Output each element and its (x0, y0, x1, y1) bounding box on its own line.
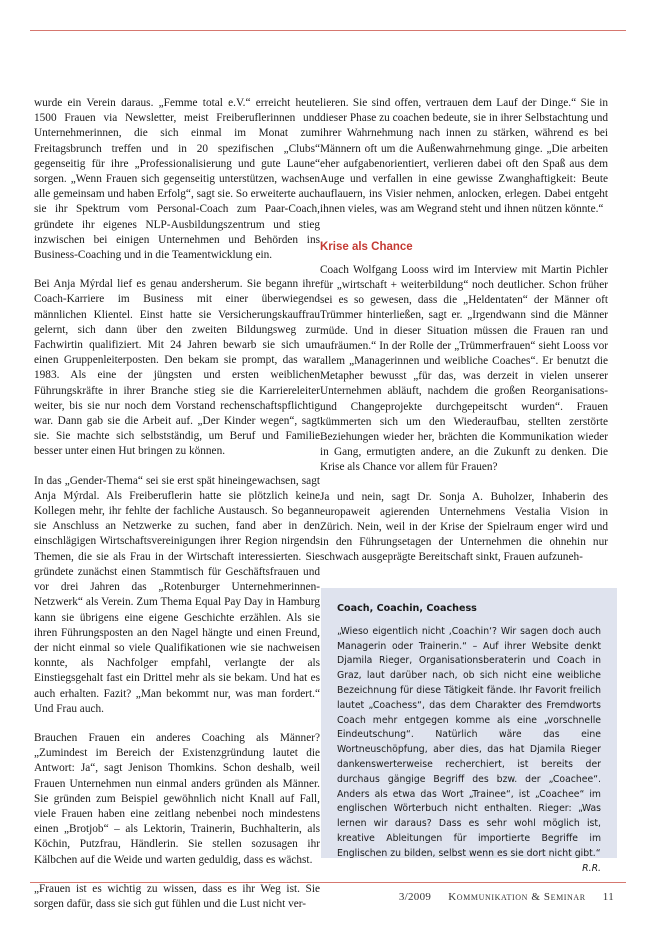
paragraph: „Frauen ist es wichtig zu wissen, dass es ihr Weg ist. Sie sorgen dafür, dass sie sich gut fühlen und die Lust nicht ver- (34, 882, 320, 910)
paragraph: Coach Wolfgang Looss wird im Interview mit Martin Pichler für „wirtschaft + weiterbildung“ noch deutlicher. Schon früher sei es so gewesen, dass die „Heldentaten“ der Männer oft Trümmer hinterließen, sagt er. „Irgendwann sind die Männer müde. Und in dieser Situation müssen die Frauen ran und aufräumen.“ In der Rolle der „Trümmerfrauen“ sieht Looss vor allem „Managerinnen und weibliche Coaches“. Er benutzt die Metapher bewusst „für das, was derzeit in vielen unserer Unternehmen abläuft, nachdem die großen Reorganisations- und Changeprojekte durchgepeitscht wurden“. Frauen kümmerten sich um den Wiederaufbau, stellten zerstörte Beziehungen wieder her, brächten die Kommunikation wieder in Gang, ermutigten andere, an die Zukunft zu denken. Die Krise als Chance vor allem für Frauen? (320, 263, 608, 474)
paragraph: wurde ein Verein daraus. „Femme total e.V.“ erreicht heute 1500 Frauen via Newsletter, meist Freiberuflerinnen und Unternehmerinnen, die sich einmal im Monat zum Freitagsbrunch treffen und in 20 spezifischen „Clubs“ gegenseitig für ihre „Professionalisierung und gute Laune“ sorgen. „Wenn Frauen sich gegenseitig unterstützen, wachsen alle gemeinsam und haben Erfolg“, sagt sie. So erweiterte auch sie ihr Spektrum vom Personal-Coach zum Paar-Coach, gründete ihr eigenes NLP-Ausbildungszentrum und stieg inzwischen bei einigen Unternehmen und Behörden ins Business-Coaching und in die Teamentwicklung ein. (34, 97, 320, 262)
paragraph: Brauchen Frauen ein anderes Coaching als Männer? „Zumindest im Bereich der Existenzgründung lautet die Antwort: Ja“, sagt Jenison Thomkins. Schon deshalb, weil Frauen Unternehmen nun einmal anders gründen als Männer. Sie gründen zum Beispiel gewöhnlich nicht Knall auf Fall, viele Frauen haben eine zeitlang nebenbei noch mindestens einen „Brotjob“ – als Lektorin, Trainerin, Buchhalterin, als Köchin, Putzfrau, Händlerin. Sie stellen sozusagen ihr Kälbchen auf die Weide und warten geduldig, dass es wächst. (34, 731, 320, 866)
section-heading: Krise als Chance (320, 240, 413, 253)
left-column (34, 96, 320, 926)
paragraph: In das „Gender-Thema“ sei sie erst spät hineingewachsen, sagt Anja Mýrdal. Als Freiberuflerin hatte sie plötzlich keine Kollegen mehr, ihr fehlte der fachliche Austausch. So begann sie Anschluss an Netzwerke zu suchen, fand aber in den einschlägigen Wirtschaftsvereinigungen ihrer Region nirgends Themen, die sie als Frau in der Wirtschaft interessierten. Sie gründete zunächst einen Stammtisch für Geschäftsfrauen und vor drei Jahren das „Rotenburger Unternehmerinnen-Netzwerk“ als Verein. Zum Thema Equal Pay Day in Hamburg kann sie übrigens eine eigene Geschichte erzählen. Als sie ihren Führungsposten an den Nagel hängte und einen Freund, der nicht einmal so viele Qualifikationen wie sie nachweisen konnte, als Nachfolger empfahl, verlangte der als Einstiegsgehalt fast ein Drittel mehr als sie bekam. Und hat es auch erhalten. Fazit? „Man bekommt nur, was man fordert.“ Und Frau auch. (34, 474, 320, 715)
sidebar-box (321, 588, 617, 874)
top-rule (30, 30, 626, 31)
page-footer (399, 891, 614, 903)
magazine-name: Kommunikation & Seminar (448, 891, 586, 903)
sidebar-signature: R.R. (582, 862, 601, 874)
page-number: 11 (602, 891, 614, 903)
sidebar-title: Coach, Coachin, Coachess (337, 603, 477, 614)
sidebar-body: „Wieso eigentlich nicht ‚Coachin‘? Wir sagen doch auch Managerin oder Trainerin.“ – Auf ihrer Website denkt Djamila Rieger, Organisationsberaterin und Coach in Graz, laut darüber nach, ob sich nicht eine weibliche Bezeichnung für diese Tätigkeit fände. Ihr Favorit freilich lautet „Coachess“, das dem Charakter des Fremdworts Coach mehr entgegen komme als eine „vorschnelle Eindeutschung“. Natürlich wäre das eine Wortneuschöpfung, aber dies, das hat Djamila Rieger dankenswerterweise recherchiert, ist bereits der durchaus gängige Begriff des bzw. der „Coachee“. Anders als etwa das Wort „Trainee“, ist „Coachee“ im englischen Wörterbuch nicht enthalten. Rieger: „Was lernen wir daraus? Dass es sehr wohl möglich ist, kreative Ableitungen für importierte Begriffe im Englischen zu bilden, selbst wenn es sie dort nicht gibt.“ (337, 625, 601, 859)
issue-number: 3/2009 (398, 891, 432, 903)
paragraph: lieren. Sie sind offen, vertrauen dem Lauf der Dinge.“ Sie in dieser Phase zu coachen bedeute, sie in ihrer Selbstachtung und ihrer Wahrnehmung nach innen zu stärken, während es bei Männern oft um die Außenwahrnehmung ginge. „Die arbeiten eher aufgabenorientiert, verlieren dabei oft den Spaß aus dem Auge und verfallen in eine gewisse Zwanghaftigkeit: Beute auflauern, ins Visier nehmen, anlocken, erlegen. Dabei entgeht ihnen vieles, was am Wegrand steht und ihnen nützen könnte.“ (320, 97, 608, 216)
paragraph: Ja und nein, sagt Dr. Sonja A. Buholzer, Inhaberin des europaweit agierenden Unternehmens Vestalia Vision in Zürich. Nein, weil in der Krise der Spielraum enger wird und in den Führungsetagen der Unternehmen die ohnehin nur schwach ausgeprägte Bereitschaft sinkt, Frauen aufzuneh- (320, 490, 608, 564)
right-column (320, 96, 608, 580)
bottom-rule (30, 882, 626, 883)
paragraph: Bei Anja Mýrdal lief es genau andersherum. Sie begann ihre Coach-Karriere im Business mit einer überwiegend männlichen Klientel. Einst hatte sie Versicherungskauffrau gelernt, sich dann über den zweiten Bildungsweg zur Fachwirtin qualifiziert. Mit 24 Jahren bewarb sie sich um einen Gruppenleiterposten. Den bekam sie prompt, das war 1983. Als eine der jüngsten und ersten weiblichen Führungskräfte in ihrer Branche stieg sie die Karriereleiter weiter, bis sie nur noch dem Vorstand rechenschaftspflichtig war. Dann gab sie die Arbeit auf. „Der Kinder wegen“, sagt sie. Sie machte sich selbstständig, um Beruf und Familie besser unter einen Hut bringen zu können. (34, 278, 320, 458)
